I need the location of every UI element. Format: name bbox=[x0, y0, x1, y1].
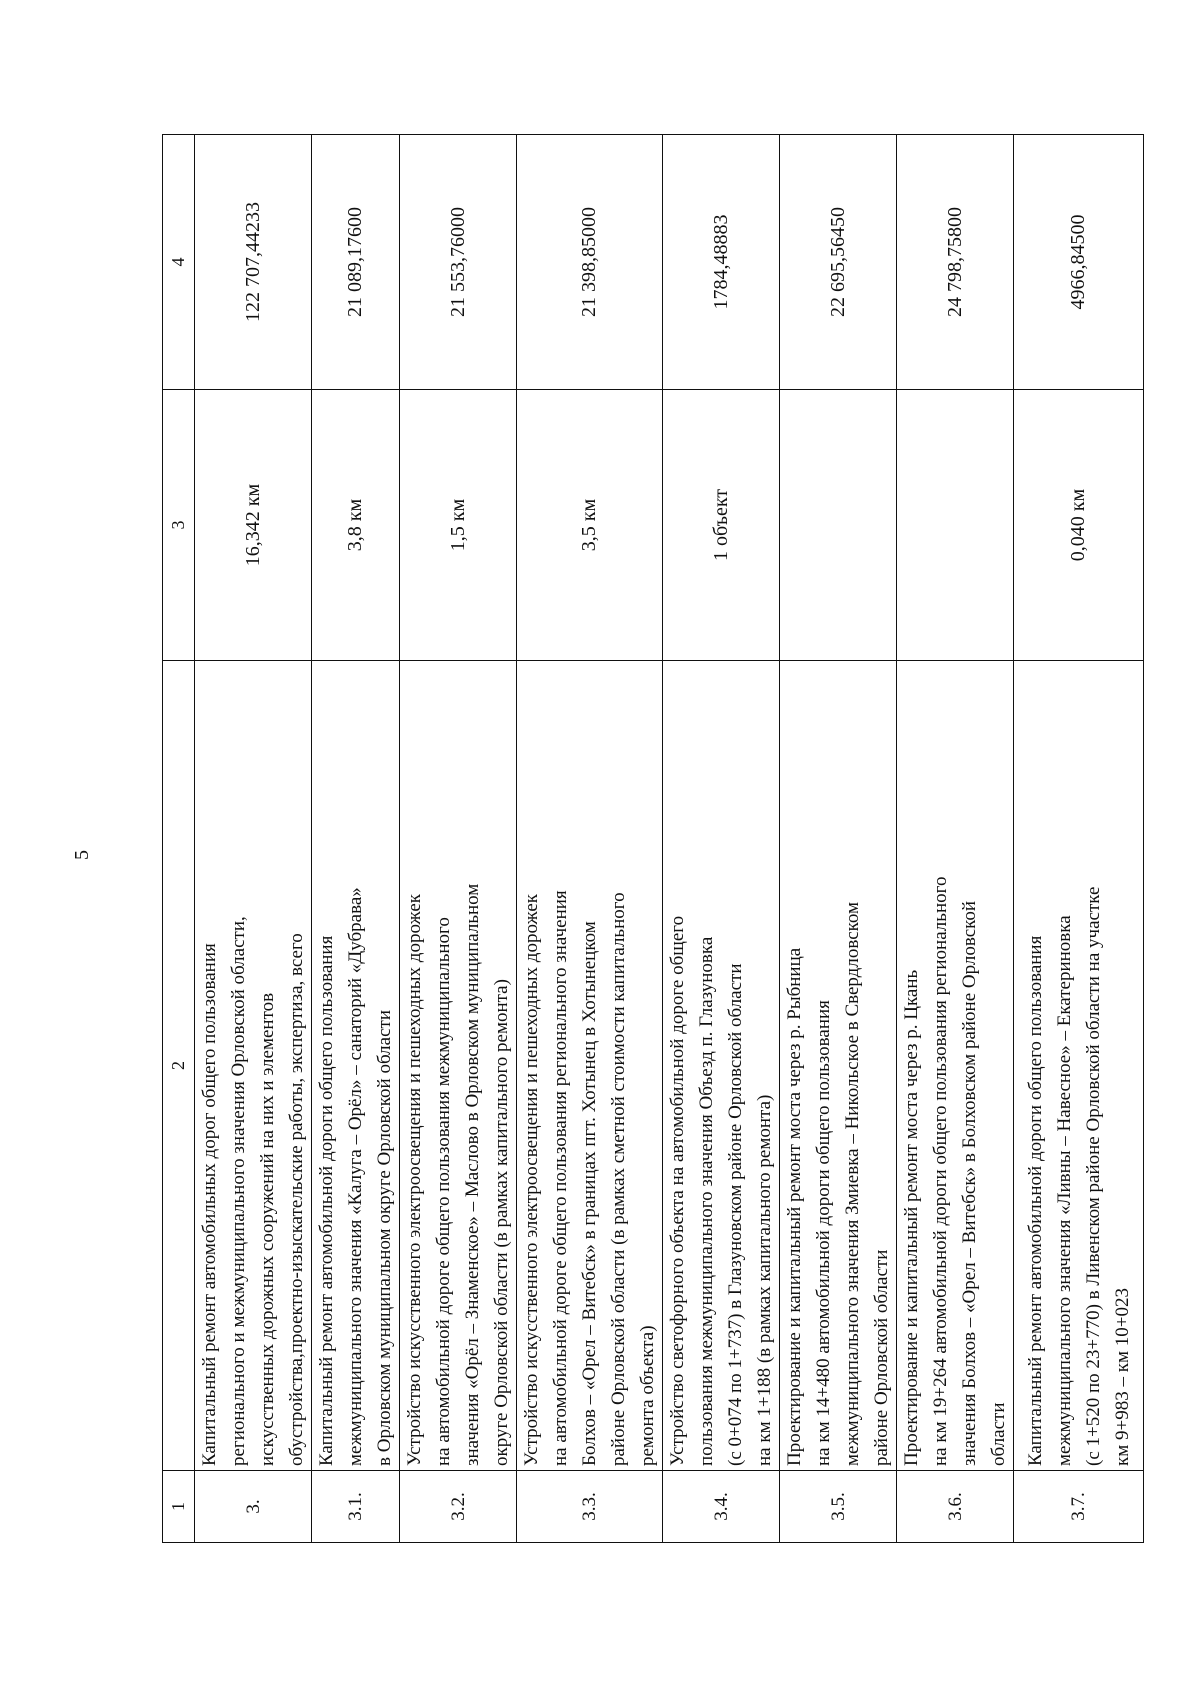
row-amount: 122 707,44233 bbox=[195, 135, 312, 390]
description-line: значения Болхов – «Орел – Витебск» в Болховском районе Орловской bbox=[959, 900, 980, 1466]
row-description bbox=[897, 661, 1014, 1471]
row-quantity: 0,040 км bbox=[1014, 390, 1144, 661]
row-number: 3.4. bbox=[663, 1471, 780, 1543]
table-row bbox=[195, 135, 312, 1543]
description-line: области bbox=[988, 1402, 1009, 1466]
description-line: районе Орловской области (в рамках сметной стоимости капитального bbox=[608, 892, 629, 1466]
row-number: 3.6. bbox=[897, 1471, 1014, 1543]
table-row bbox=[400, 135, 517, 1543]
row-number: 3.2. bbox=[400, 1471, 517, 1543]
row-amount: 4966,84500 bbox=[1014, 135, 1144, 390]
row-quantity: 1,5 км bbox=[400, 390, 517, 661]
row-description bbox=[312, 661, 400, 1471]
row-amount: 1784,48883 bbox=[663, 135, 780, 390]
table-row bbox=[663, 135, 780, 1543]
description-line: районе Орловской области bbox=[871, 1249, 892, 1466]
row-description bbox=[780, 661, 897, 1471]
description-line: ремонта объекта) bbox=[637, 1325, 658, 1466]
row-amount: 22 695,56450 bbox=[780, 135, 897, 390]
description-line: (с 1+520 по 23+770) в Ливенском районе Орловской области на участке bbox=[1082, 886, 1104, 1466]
description-line: пользования межмуниципального значения Объезд п. Глазуновка bbox=[696, 936, 717, 1466]
header-col-2: 2 bbox=[163, 661, 195, 1471]
row-number: 3.5. bbox=[780, 1471, 897, 1543]
description-line: на автомобильной дороге общего пользования регионального значения bbox=[550, 890, 571, 1466]
row-quantity bbox=[897, 390, 1014, 661]
description-line: на автомобильной дороге общего пользования межмуниципального bbox=[433, 917, 454, 1466]
table-row bbox=[1014, 135, 1144, 1543]
row-quantity: 3,5 км bbox=[517, 390, 663, 661]
row-number: 3. bbox=[195, 1471, 312, 1543]
row-quantity: 3,8 км bbox=[312, 390, 400, 661]
header-col-4: 4 bbox=[163, 135, 195, 390]
description-line: искусственных дорожных сооружений на них и элементов bbox=[257, 992, 278, 1466]
description-line: на км 1+188 (в рамках капитального ремонта) bbox=[754, 1094, 775, 1466]
row-number: 3.1. bbox=[312, 1471, 400, 1543]
description-line: на км 14+480 автомобильной дороги общего пользования bbox=[813, 1000, 834, 1466]
table-row bbox=[897, 135, 1014, 1543]
row-description bbox=[663, 661, 780, 1471]
table-row bbox=[780, 135, 897, 1543]
description-line: межмуниципального значения «Калуга – Орёл» – санаторий «Дубрава» bbox=[345, 887, 366, 1466]
description-line: значения «Орёл – Знаменское» – Маслово в Орловском муниципальном bbox=[462, 883, 483, 1466]
row-amount: 21 553,76000 bbox=[400, 135, 517, 390]
description-line: округе Орловской области (в рамках капитального ремонта) bbox=[491, 979, 512, 1466]
description-line: регионального и межмуниципального значения Орловской области, bbox=[228, 916, 249, 1466]
table-row bbox=[517, 135, 663, 1543]
header-col-3: 3 bbox=[163, 390, 195, 661]
row-quantity: 1 объект bbox=[663, 390, 780, 661]
description-line: Устройство искусственного электроосвещения и пешеходных дорожек bbox=[404, 893, 425, 1466]
description-line: в Орловском муниципальном округе Орловской области bbox=[374, 1010, 395, 1466]
description-line: Устройство искусственного электроосвещения и пешеходных дорожек bbox=[521, 893, 542, 1466]
description-line: км 9+983 – км 10+023 bbox=[1111, 1288, 1133, 1466]
description-line: Капитальный ремонт автомобильной дороги общего пользования bbox=[316, 935, 337, 1466]
row-amount: 21 398,85000 bbox=[517, 135, 663, 390]
row-quantity bbox=[780, 390, 897, 661]
row-description bbox=[1014, 661, 1144, 1471]
description-line: Капитальный ремонт автомобильных дорог общего пользования bbox=[199, 943, 220, 1466]
header-col-1: 1 bbox=[163, 1471, 195, 1543]
description-line: на км 19+264 автомобильной дороги общего пользования регионального bbox=[930, 876, 951, 1466]
works-table bbox=[162, 134, 1144, 1543]
row-number: 3.3. bbox=[517, 1471, 663, 1543]
description-line: обустройства,проектно-изыскательские работы, экспертиза, всего bbox=[286, 933, 307, 1466]
row-description bbox=[195, 661, 312, 1471]
description-line: Проектирование и капитальный ремонт моста через р. Цкань bbox=[901, 969, 922, 1466]
row-amount: 24 798,75800 bbox=[897, 135, 1014, 390]
row-amount: 21 089,17600 bbox=[312, 135, 400, 390]
description-line: Капитальный ремонт автомобильной дороги общего пользования bbox=[1024, 935, 1046, 1466]
page-number: 5 bbox=[71, 850, 93, 860]
row-quantity: 16,342 км bbox=[195, 390, 312, 661]
row-description bbox=[400, 661, 517, 1471]
description-line: Проектирование и капитальный ремонт моста через р. Рыбница bbox=[784, 947, 805, 1466]
header-row bbox=[163, 135, 195, 1543]
rotated-table-container bbox=[162, 135, 1133, 1543]
description-line: Устройство светофорного объекта на автомобильной дороге общего bbox=[667, 915, 688, 1466]
description-line: (с 0+074 по 1+737) в Глазуновском районе Орловской области bbox=[725, 963, 746, 1466]
row-number: 3.7. bbox=[1014, 1471, 1144, 1543]
description-line: межмуниципального значения Змиевка – Никольское в Свердловском bbox=[842, 901, 863, 1466]
row-description bbox=[517, 661, 663, 1471]
table-row bbox=[312, 135, 400, 1543]
description-line: Болхов – «Орел – Витебск» в границах пгт. Хотынец в Хотынецком bbox=[579, 921, 600, 1466]
description-line: межмуниципального значения «Ливны – Навесное» – Екатериновка bbox=[1053, 915, 1075, 1466]
